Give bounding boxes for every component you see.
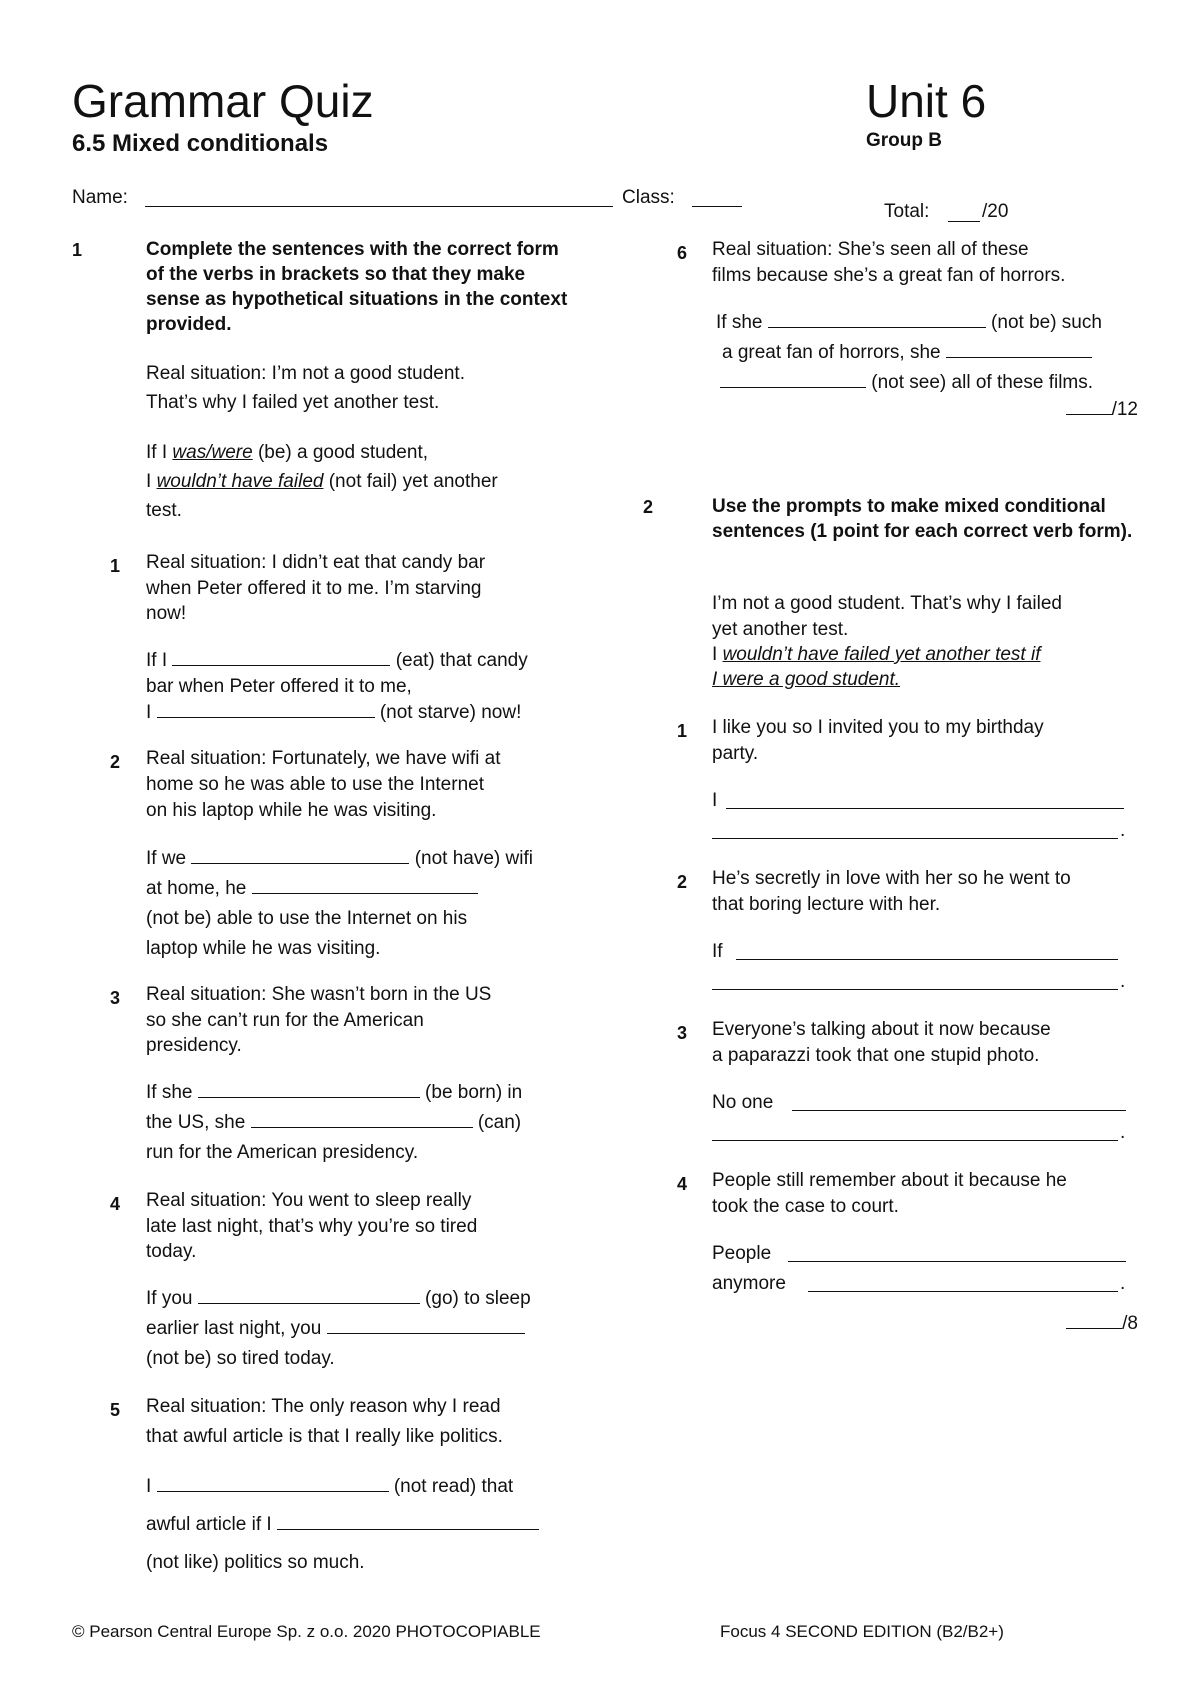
item-start-word: anymore [712, 1273, 786, 1294]
total-label: Total: [884, 201, 930, 222]
item-answer-line: run for the American presidency. [146, 1142, 419, 1163]
score-blank[interactable] [1066, 398, 1112, 415]
item-number: 4 [110, 1194, 121, 1214]
item-answer-line: (not be) so tired today. [146, 1348, 335, 1369]
quiz-subtitle: 6.5 Mixed conditionals [72, 130, 329, 157]
text: If we [146, 848, 187, 869]
name-field[interactable] [145, 206, 613, 207]
ex2-example-answer [712, 667, 900, 693]
item-real-line: Real situation: I didn’t eat that candy bar [146, 552, 486, 573]
item-number: 1 [677, 721, 688, 741]
answer-line[interactable] [736, 959, 1118, 960]
item-answer-line [146, 648, 528, 674]
text: (can) [477, 1112, 522, 1133]
item-prompt-line: that boring lecture with her. [712, 894, 941, 915]
answer-line[interactable] [808, 1291, 1118, 1292]
exercise-2-score [1040, 1312, 1138, 1335]
item-prompt-line: a paparazzi took that one stupid photo. [712, 1045, 1040, 1066]
item-real-line: now! [146, 603, 187, 624]
item-answer-line: bar when Peter offered it to me, [146, 676, 412, 697]
score-max: /8 [1122, 1313, 1138, 1334]
text: (not have) wifi [414, 848, 533, 869]
item-answer-line [146, 1110, 521, 1136]
answer-blank[interactable] [251, 1111, 473, 1128]
answer-line[interactable] [712, 838, 1118, 839]
item-answer-line: laptop while he was visiting. [146, 938, 381, 959]
text: I [146, 702, 152, 723]
quiz-title: Grammar Quiz [72, 75, 374, 127]
item-answer-line: (not like) politics so much. [146, 1552, 365, 1573]
text: If she [716, 312, 763, 333]
item-real-line: films because she’s a great fan of horrors. [712, 265, 1066, 286]
item-number: 3 [677, 1023, 688, 1043]
period: . [1120, 1122, 1126, 1143]
class-label: Class: [622, 187, 675, 208]
item-number: 6 [677, 243, 688, 263]
item-prompt-line: Everyone’s talking about it now because [712, 1019, 1051, 1040]
item-number: 2 [110, 752, 121, 772]
text: I [712, 644, 718, 665]
answer-blank[interactable] [198, 1081, 420, 1098]
text: If I [146, 650, 168, 671]
period: . [1120, 971, 1126, 992]
item-real-line: Real situation: The only reason why I read [146, 1396, 501, 1417]
item-real-line: so she can’t run for the American [146, 1010, 424, 1031]
ex1-example-real-2: That’s why I failed yet another test. [146, 392, 440, 413]
answer-line[interactable] [792, 1110, 1126, 1111]
answer-blank[interactable] [191, 847, 409, 864]
ex2-example-line: I’m not a good student. That’s why I failed [712, 593, 1062, 614]
text: I [146, 471, 152, 492]
item-answer-line [146, 846, 533, 872]
score-blank[interactable] [1066, 1312, 1122, 1329]
text: (eat) that candy [395, 650, 528, 671]
footer-copyright: © Pearson Central Europe Sp. z o.o. 2020 PHOTOCOPIABLE [72, 1622, 541, 1641]
answer-blank[interactable] [172, 649, 390, 666]
item-prompt-line: He’s secretly in love with her so he went to [712, 868, 1071, 889]
answer-line[interactable] [712, 989, 1118, 990]
item-real-line: when Peter offered it to me. I’m starving [146, 578, 482, 599]
item-real-line: Real situation: She’s seen all of these [712, 239, 1029, 260]
item-real-line: today. [146, 1241, 197, 1262]
text: a great fan of horrors, she [722, 342, 941, 363]
answer-blank[interactable] [720, 371, 866, 388]
item-answer-line [720, 370, 1093, 396]
item-start-word: If [712, 941, 723, 962]
item-number: 3 [110, 988, 121, 1008]
item-answer-line [146, 1474, 513, 1500]
item-number: 2 [677, 872, 688, 892]
ex2-example-line: yet another test. [712, 619, 849, 640]
item-answer-line [722, 340, 1092, 366]
item-answer-line [146, 876, 478, 902]
text: (not fail) yet another [328, 471, 498, 492]
text: at home, he [146, 878, 247, 899]
text: (not starve) now! [379, 702, 522, 723]
period: . [1120, 820, 1126, 841]
text: If she [146, 1082, 193, 1103]
item-answer-line: (not be) able to use the Internet on his [146, 908, 468, 929]
answer-blank[interactable] [157, 1475, 389, 1492]
item-real-line: Real situation: Fortunately, we have wifi at [146, 748, 501, 769]
text: (not read) that [393, 1476, 514, 1497]
name-label: Name: [72, 187, 128, 208]
item-number: 1 [110, 556, 121, 576]
item-prompt-line: party. [712, 743, 759, 764]
item-real-line: late last night, that’s why you’re so tired [146, 1216, 478, 1237]
answer-line[interactable] [726, 808, 1124, 809]
item-start-word: I [712, 790, 718, 811]
item-real-line: that awful article is that I really like politics. [146, 1426, 503, 1447]
total-field[interactable] [948, 221, 980, 222]
answer-blank[interactable] [768, 311, 986, 328]
item-prompt-line: People still remember about it because he [712, 1170, 1067, 1191]
item-answer-line [146, 1080, 522, 1106]
text: (be born) in [425, 1082, 523, 1103]
item-prompt-line: I like you so I invited you to my birthday [712, 717, 1044, 738]
item-answer-line [146, 1286, 531, 1312]
example-answer: wouldn’t have failed [156, 471, 324, 492]
item-start-word: No one [712, 1092, 774, 1113]
exercise-1-instruction: Complete the sentences with the correct form of the verbs in brackets so that they make sense as hypothetical situations in the context provided. [146, 239, 568, 335]
total-max: /20 [982, 201, 1009, 222]
unit-label: Unit 6 [866, 75, 987, 127]
answer-blank[interactable] [198, 1287, 420, 1304]
answer-blank[interactable] [252, 877, 478, 894]
score-max: /12 [1111, 399, 1138, 420]
text: If I [146, 442, 168, 463]
text: the US, she [146, 1112, 246, 1133]
ex2-example-answer [712, 642, 1040, 668]
text: If you [146, 1288, 193, 1309]
text: earlier last night, you [146, 1318, 322, 1339]
text: (not see) all of these films. [871, 372, 1094, 393]
item-real-line: home so he was able to use the Internet [146, 774, 484, 795]
item-number: 4 [677, 1174, 688, 1194]
item-answer-line [146, 1512, 539, 1538]
answer-blank[interactable] [946, 341, 1092, 358]
item-real-line: on his laptop while he was visiting. [146, 800, 437, 821]
ex1-example-real-1: Real situation: I’m not a good student. [146, 363, 465, 384]
example-answer: was/were [172, 442, 253, 463]
exercise-1-score [1040, 398, 1138, 421]
group-label: Group B [866, 130, 942, 151]
item-number: 5 [110, 1400, 121, 1420]
example-answer: wouldn’t have failed yet another test if [722, 644, 1041, 665]
exercise-2-number: 2 [643, 497, 654, 517]
item-real-line: Real situation: She wasn’t born in the US [146, 984, 492, 1005]
item-real-line: presidency. [146, 1035, 242, 1056]
answer-blank[interactable] [157, 701, 375, 718]
text: I [146, 1476, 152, 1497]
answer-line[interactable] [712, 1140, 1118, 1141]
item-real-line: Real situation: You went to sleep really [146, 1190, 472, 1211]
example-answer: I were a good student. [712, 669, 901, 690]
item-answer-line [146, 700, 521, 726]
text: (not be) such [991, 312, 1102, 333]
answer-blank[interactable] [277, 1513, 539, 1530]
ex1-example-answer-line-2 [146, 469, 586, 495]
item-answer-line [146, 1316, 525, 1342]
ex1-example-tail: test. [146, 500, 182, 521]
ex1-example-answer-line-1 [146, 440, 586, 466]
item-prompt-line: took the case to court. [712, 1196, 899, 1217]
exercise-1-number: 1 [72, 240, 83, 260]
answer-line[interactable] [788, 1261, 1126, 1262]
text: (go) to sleep [425, 1288, 531, 1309]
answer-blank[interactable] [327, 1317, 525, 1334]
text: awful article if I [146, 1514, 272, 1535]
period: . [1120, 1273, 1126, 1294]
text: (be) a good student, [257, 442, 429, 463]
class-field[interactable] [692, 206, 742, 207]
footer-edition: Focus 4 SECOND EDITION (B2/B2+) [720, 1622, 1004, 1641]
item-start-word: People [712, 1243, 772, 1264]
item-answer-line [716, 310, 1102, 336]
exercise-2-instruction: Use the prompts to make mixed conditional sentences (1 point for each correct verb form). [712, 496, 1133, 542]
